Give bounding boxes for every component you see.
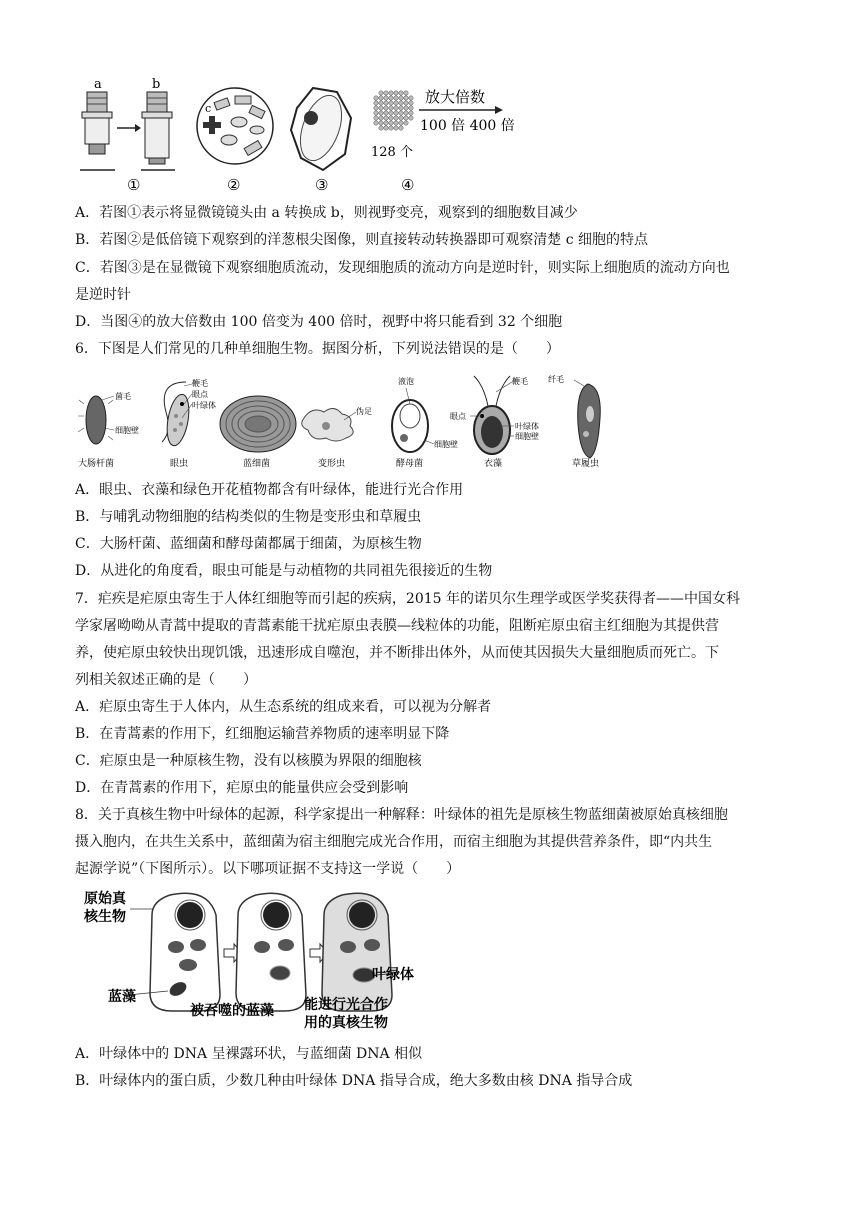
cluster-cell xyxy=(404,116,408,120)
arrow-icon xyxy=(419,106,503,114)
chlamy-name: 衣藻 xyxy=(484,459,503,469)
q5-option-b: B．若图②是低倍镜下观察到的洋葱根尖图像，则直接转动转换器即可观察清楚 c 细胞的特点 xyxy=(75,232,649,248)
cluster-cell xyxy=(399,126,403,130)
yeast-wall-label: 细胞壁 xyxy=(434,440,458,449)
paramecium-figure xyxy=(548,375,600,469)
cluster-cell xyxy=(384,106,388,110)
q8-stem-line-1: 8．关于真核生物中叶绿体的起源，科学家提出一种解释：叶绿体的祖先是原核生物蓝细菌被原始真核细胞 xyxy=(75,807,728,823)
cluster-cell xyxy=(374,96,378,100)
q5-option-a: A．若图①表示将显微镜镜头由 a 转换成 b，则视野变亮，观察到的细胞数目减少 xyxy=(75,205,578,221)
result-label-2: 用的真核生物 xyxy=(304,1015,388,1031)
chlamydomonas-figure xyxy=(450,376,539,469)
q8-option-a: A．叶绿体中的 DNA 呈裸露环状，与蓝细菌 DNA 相似 xyxy=(75,1046,423,1062)
panel-3-label: ③ xyxy=(315,176,329,194)
objective-lens-a xyxy=(82,92,112,154)
cluster-cell xyxy=(394,96,398,100)
euglena-name: 眼虫 xyxy=(170,459,189,469)
cluster-cell xyxy=(394,111,398,115)
amoeba-figure xyxy=(302,406,372,469)
cyano-name: 蓝细菌 xyxy=(243,459,271,469)
chlamy-chloroplast-label: 叶绿体 xyxy=(515,422,539,431)
euglena-eyespot-label: 眼点 xyxy=(192,390,208,399)
q8-option-b: B．叶绿体内的蛋白质，少数几种由叶绿体 DNA 指导合成，绝大多数由核 DNA 指导合成 xyxy=(75,1073,633,1089)
zoom-title: 放大倍数 xyxy=(425,88,486,106)
objective-lens-b xyxy=(142,92,172,164)
cyanobacteria-label: 蓝藻 xyxy=(108,989,136,1005)
cyanobacteria-figure xyxy=(220,396,296,469)
cluster-cell xyxy=(384,116,388,120)
plant-cell xyxy=(291,88,351,170)
cluster-cell xyxy=(384,96,388,100)
label-a: a xyxy=(94,78,102,92)
cluster-cell xyxy=(384,111,388,115)
q6-stem: 6．下图是人们常见的几种单细胞生物。据图分析，下列说法错误的是（ ） xyxy=(75,341,560,357)
cluster-cell xyxy=(399,101,403,105)
cluster-cell xyxy=(384,91,388,95)
primitive-eukaryote-label-1: 原始真 xyxy=(84,891,126,907)
q7-option-a: A．疟原虫寄生于人体内，从生态系统的组成来看，可以视为分解者 xyxy=(75,699,492,715)
cluster-cell xyxy=(409,116,413,120)
ecoli-pili-label: 菌毛 xyxy=(115,392,131,401)
ecoli-name: 大肠杆菌 xyxy=(78,459,115,469)
cluster-cell xyxy=(394,106,398,110)
q6-option-b: B．与哺乳动物细胞的结构类似的生物是变形虫和草履虫 xyxy=(75,509,422,525)
photosynthetic-eukaryote-cell xyxy=(322,893,392,1011)
panel-2-label: ② xyxy=(227,176,241,194)
cluster-cell xyxy=(399,111,403,115)
q5-option-c-cont: 是逆时针 xyxy=(75,287,131,303)
cell-cluster xyxy=(374,91,413,130)
ecoli-figure xyxy=(78,391,139,469)
cluster-cell xyxy=(399,91,403,95)
cluster-cell xyxy=(379,116,383,120)
cluster-cell xyxy=(404,101,408,105)
cluster-cell xyxy=(379,121,383,125)
panel-1-label: ① xyxy=(127,176,141,194)
zoom-range: 100 倍 400 倍 xyxy=(420,118,515,134)
q6-option-d: D．从进化的角度看，眼虫可能是与动植物的共同祖先很接近的生物 xyxy=(75,563,493,579)
yeast-figure xyxy=(392,376,458,469)
result-label-1: 能进行光合作 xyxy=(304,997,388,1013)
euglena-figure xyxy=(162,378,216,469)
q7-stem-line-1: 7．疟疾是疟原虫寄生于人体红细胞等而引起的疾病，2015 年的诺贝尔生理学或医学奖获得者——中国女科 xyxy=(75,591,740,607)
cluster-cell xyxy=(399,96,403,100)
chlamy-flagellum-label: 鞭毛 xyxy=(512,377,528,386)
amoeba-name: 变形虫 xyxy=(318,459,346,469)
cluster-cell xyxy=(409,111,413,115)
cluster-cell xyxy=(389,96,393,100)
cluster-cell xyxy=(399,116,403,120)
cluster-cell xyxy=(379,96,383,100)
panel-4-label: ④ xyxy=(401,176,415,194)
cluster-cell xyxy=(379,111,383,115)
chlamy-eyespot-label: 眼点 xyxy=(450,412,466,421)
q5-option-c: C．若图③是在显微镜下观察细胞质流动，发现细胞质的流动方向是逆时针，则实际上细胞质的流动方向也 xyxy=(75,260,730,276)
cluster-cell xyxy=(399,106,403,110)
q8-stem-line-2: 摄入胞内，在共生关系中，蓝细菌为宿主细胞完成光合作用，而宿主细胞为其提供营养条件，即“内共生 xyxy=(75,834,713,850)
cluster-cell xyxy=(374,121,378,125)
cluster-cell xyxy=(409,96,413,100)
cluster-cell xyxy=(374,116,378,120)
cluster-cell xyxy=(394,91,398,95)
cluster-cell xyxy=(384,121,388,125)
label-b: b xyxy=(152,78,161,92)
q7-option-d: D．在青蒿素的作用下，疟原虫的能量供应会受到影响 xyxy=(75,780,409,796)
cluster-cell xyxy=(394,116,398,120)
q7-stem-line-4: 列相关叙述正确的是（ ） xyxy=(75,672,257,688)
cluster-cell xyxy=(404,96,408,100)
euglena-chloroplast-label: 叶绿体 xyxy=(192,401,216,410)
cluster-cell xyxy=(374,101,378,105)
cluster-cell xyxy=(389,116,393,120)
cluster-cell xyxy=(399,121,403,125)
figure-single-cell-organisms xyxy=(78,370,618,472)
cluster-cell xyxy=(389,91,393,95)
cluster-cell xyxy=(389,101,393,105)
cluster-cell xyxy=(394,101,398,105)
label-c: c xyxy=(205,102,212,115)
q7-stem-line-3: 养，使疟原虫较快出现饥饿，迅速形成自噬泡，并不断排出体外，从而使其因损失大量细胞质而死亡。下 xyxy=(75,645,719,661)
cluster-cell xyxy=(409,101,413,105)
paramecium-cilia-label: 纤毛 xyxy=(548,375,564,384)
figure-endosymbiosis xyxy=(80,885,420,1033)
euglena-flagellum-label: 鞭毛 xyxy=(192,379,208,388)
cluster-cell xyxy=(404,121,408,125)
q7-option-c: C．疟原虫是一种原核生物，没有以核膜为界限的细胞核 xyxy=(75,753,422,769)
cluster-cell xyxy=(394,126,398,130)
yeast-vacuole-label: 液泡 xyxy=(398,377,414,386)
cluster-cell xyxy=(374,106,378,110)
engulfed-cell xyxy=(236,893,306,1011)
q7-option-b: B．在青蒿素的作用下，红细胞运输营养物质的速率明显下降 xyxy=(75,726,450,742)
cluster-cell xyxy=(379,101,383,105)
ecoli-wall-label: 细胞壁 xyxy=(115,426,139,435)
figure-microscope xyxy=(75,78,535,194)
yeast-name: 酵母菌 xyxy=(396,459,424,469)
cluster-cell xyxy=(389,106,393,110)
cluster-cell xyxy=(379,106,383,110)
cluster-cell xyxy=(404,111,408,115)
primitive-eukaryote-label-2: 核生物 xyxy=(84,909,126,925)
arrow-icon xyxy=(117,124,141,132)
cluster-cell xyxy=(389,121,393,125)
cluster-cell xyxy=(379,91,383,95)
cell-count: 128 个 xyxy=(371,145,413,160)
cluster-cell xyxy=(404,106,408,110)
cluster-cell xyxy=(389,111,393,115)
cluster-cell xyxy=(394,121,398,125)
q7-stem-line-2: 学家屠呦呦从青蒿中提取的青蒿素能干扰疟原虫表膜—线粒体的功能，阻断疟原虫宿主红细胞为其提供营 xyxy=(75,618,719,634)
cluster-cell xyxy=(409,106,413,110)
root-tip-view xyxy=(197,88,273,164)
q6-option-a: A．眼虫、衣藻和绿色开花植物都含有叶绿体，能进行光合作用 xyxy=(75,482,464,498)
q8-stem-line-3: 起源学说”（下图所示）。以下哪项证据不支持这一学说（ ） xyxy=(75,861,461,877)
chloroplast-label: 叶绿体 xyxy=(372,967,414,983)
cluster-cell xyxy=(384,126,388,130)
cluster-cell xyxy=(404,91,408,95)
cluster-cell xyxy=(389,126,393,130)
q6-option-c: C．大肠杆菌、蓝细菌和酵母菌都属于细菌，为原核生物 xyxy=(75,536,422,552)
cluster-cell xyxy=(384,101,388,105)
chlamy-wall-label: 细胞壁 xyxy=(515,432,539,441)
cluster-cell xyxy=(379,126,383,130)
q5-option-d: D．当图④的放大倍数由 100 倍变为 400 倍时，视野中将只能看到 32 个细胞 xyxy=(75,314,563,330)
cluster-cell xyxy=(374,111,378,115)
paramecium-name: 草履虫 xyxy=(572,459,600,469)
engulfed-label: 被吞噬的蓝藻 xyxy=(190,1003,274,1019)
primitive-eukaryote-cell xyxy=(150,893,220,1011)
amoeba-pseudopod-label: 伪足 xyxy=(356,407,372,416)
